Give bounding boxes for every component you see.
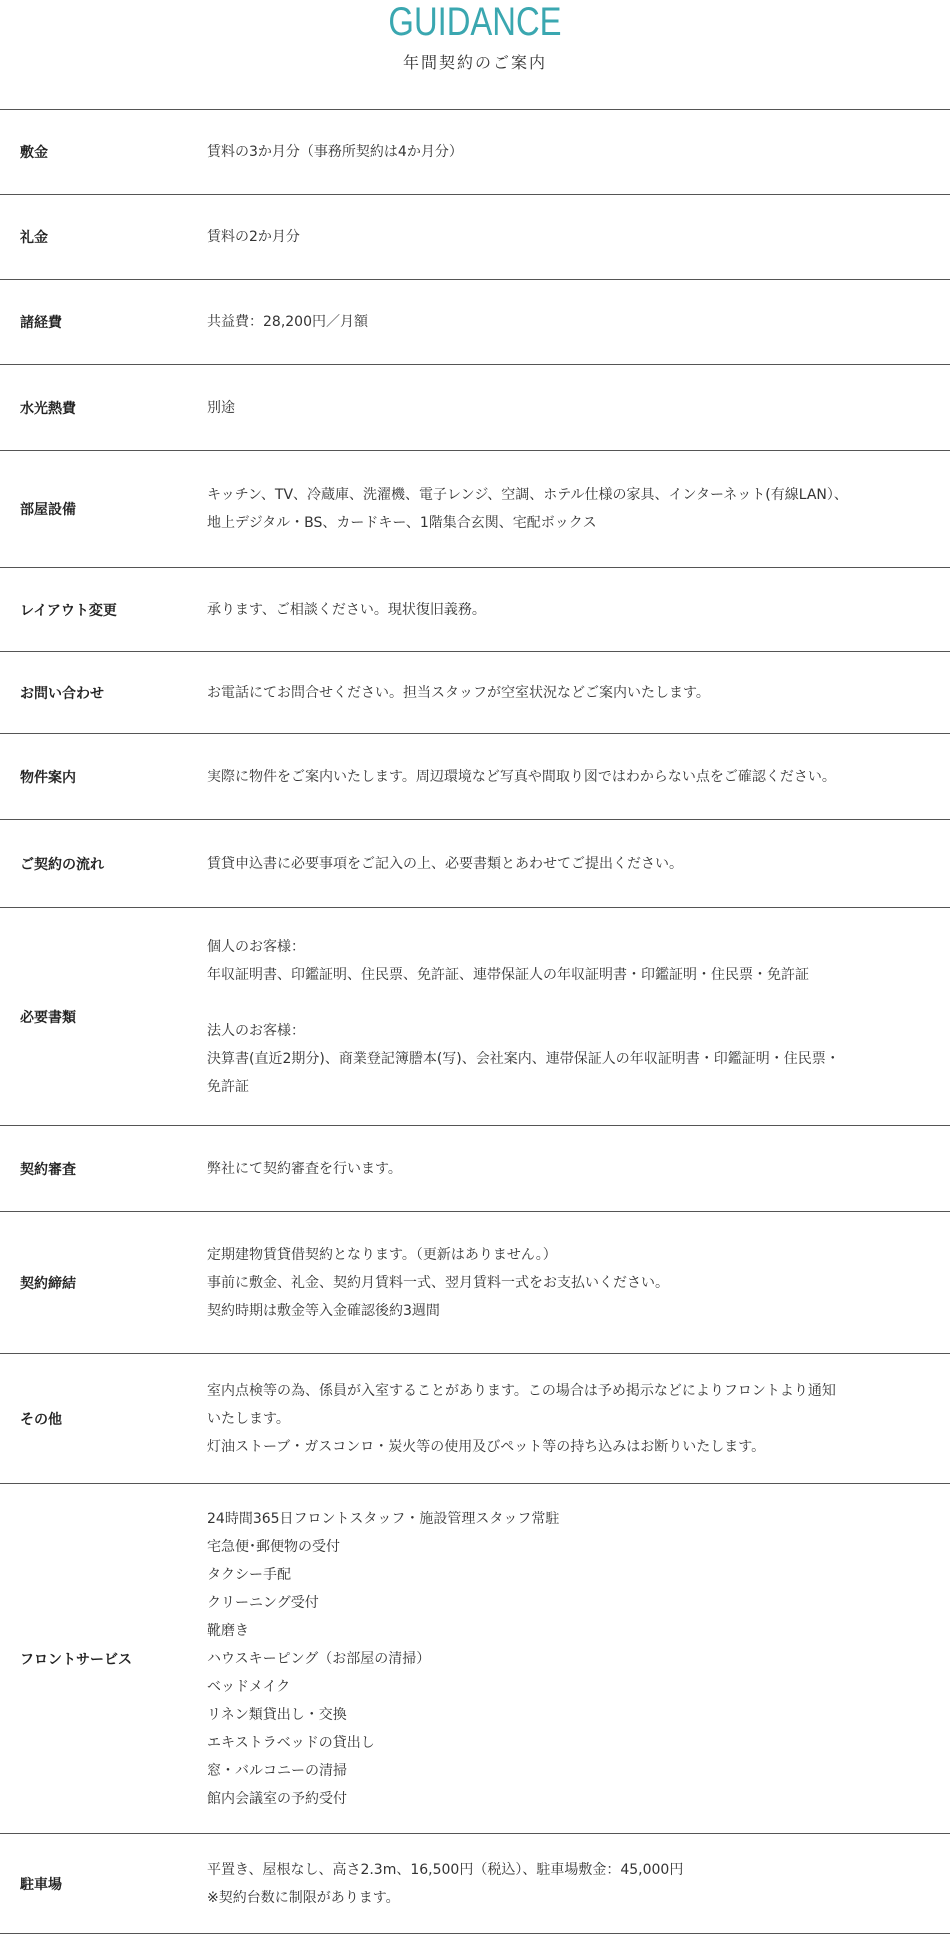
row-value-line: 賃料の2か月分 xyxy=(207,229,300,245)
row-value xyxy=(207,138,907,166)
row-value-line: ハウスキーピング（お部屋の清掃） xyxy=(207,1650,431,1667)
row-value-line: 地上デジタル・BS、カードキー、1階集合玄関、宅配ボックス xyxy=(207,515,597,531)
row-label: 契約締結 xyxy=(20,1275,76,1292)
row-value xyxy=(207,763,907,791)
table-row xyxy=(0,568,950,652)
row-value-line: クリーニング受付 xyxy=(207,1594,319,1611)
row-value-line: 実際に物件をご案内いたします。周辺環境など写真や間取り図ではわからない点をご確認ください。 xyxy=(207,768,836,785)
page-header xyxy=(0,0,950,109)
row-label: お問い合わせ xyxy=(20,685,104,702)
table-row xyxy=(0,110,950,195)
row-value-line: 定期建物賃貸借契約となります。（更新はありません。） xyxy=(207,1246,557,1263)
row-value-line: キッチン、TV、冷蔵庫、洗濯機、電子レンジ、空調、ホテル仕様の家具、インターネット(有線LAN）、 xyxy=(207,487,848,503)
table-row xyxy=(0,280,950,365)
row-value xyxy=(207,1377,907,1461)
row-label: その他 xyxy=(20,1411,62,1428)
row-value-line: ※契約台数に制限があります。 xyxy=(207,1889,400,1906)
table-row xyxy=(0,195,950,280)
row-value-line: いたします。 xyxy=(207,1410,290,1427)
row-label: 駐車場 xyxy=(20,1876,62,1893)
row-value-line: お電話にてお問合せください。担当スタッフが空室状況などご案内いたします。 xyxy=(207,684,710,701)
row-value-line: 賃貸申込書に必要事項をご記入の上、必要書類とあわせてご提出ください。 xyxy=(207,855,683,872)
row-value xyxy=(207,481,907,537)
table-row xyxy=(0,820,950,908)
row-value xyxy=(207,394,907,422)
table-row xyxy=(0,908,950,1126)
row-value xyxy=(207,1241,907,1325)
row-value xyxy=(207,1856,907,1912)
row-value-line: 平置き、屋根なし、高さ2.3m、16,500円（税込）、駐車場敷金：45,000円 xyxy=(207,1861,684,1878)
table-row xyxy=(0,1126,950,1212)
table-row xyxy=(0,451,950,568)
row-value xyxy=(207,933,907,1101)
row-label: レイアウト変更 xyxy=(20,602,117,619)
row-value-line: 個人のお客様： xyxy=(207,938,305,955)
row-label: 敷金 xyxy=(20,145,48,161)
row-label: 必要書類 xyxy=(20,1009,76,1026)
row-value-line: ベッドメイク xyxy=(207,1678,291,1695)
row-value-line: 室内点検等の為、係員が入室することがあります。この場合は予め掲示などによりフロントより通知 xyxy=(207,1382,836,1399)
row-value-line: 賃料の3か月分（事務所契約は4か月分） xyxy=(207,144,463,160)
row-value-line: 靴磨き xyxy=(207,1622,249,1639)
table-row xyxy=(0,652,950,734)
row-value-line: 弊社にて契約審査を行います。 xyxy=(207,1160,402,1177)
row-label: 契約審査 xyxy=(20,1161,76,1178)
row-label: 部屋設備 xyxy=(20,502,76,518)
row-label: 諸経費 xyxy=(20,315,62,331)
row-value-line: 宅急便･郵便物の受付 xyxy=(207,1538,340,1555)
row-value-line: タクシー手配 xyxy=(207,1566,291,1583)
row-value xyxy=(207,308,907,336)
table-row xyxy=(0,734,950,820)
table-row xyxy=(0,1484,950,1834)
row-value-line: 別途 xyxy=(207,399,235,416)
row-value xyxy=(207,850,907,878)
row-value xyxy=(207,1505,907,1813)
row-value-line: 事前に敷金、礼金、契約月賃料一式、翌月賃料一式をお支払いください。 xyxy=(207,1274,669,1291)
row-value-line: 24時間365日フロントスタッフ・施設管理スタッフ常駐 xyxy=(207,1510,560,1527)
guidance-logo: GUIDANCE xyxy=(388,0,562,44)
table-row xyxy=(0,1834,950,1934)
page-subtitle: 年間契約のご案内 xyxy=(402,53,547,72)
row-value xyxy=(207,1155,907,1183)
row-value-line: 免許証 xyxy=(207,1078,249,1095)
table-row xyxy=(0,1212,950,1354)
row-value xyxy=(207,223,907,251)
row-value-line: エキストラベッドの貸出し xyxy=(207,1734,375,1751)
row-value-line: 灯油ストーブ・ガスコンロ・炭火等の使用及びペット等の持ち込みはお断りいたします。 xyxy=(207,1438,766,1455)
table-row xyxy=(0,365,950,451)
row-label: ご契約の流れ xyxy=(20,856,104,873)
row-value-line: リネン類貸出し・交換 xyxy=(207,1706,347,1723)
row-value-line xyxy=(207,989,907,1017)
row-value-line: 決算書(直近2期分)、商業登記簿謄本(写)、会社案内、連帯保証人の年収証明書・印鑑証明・住民票・ xyxy=(207,1050,840,1067)
row-value xyxy=(207,679,907,707)
row-label: 礼金 xyxy=(20,230,48,246)
row-value-line: 法人のお客様： xyxy=(207,1022,305,1039)
row-value-line: 共益費：28,200円／月額 xyxy=(207,314,368,330)
row-value-line: 承ります、ご相談ください。現状復旧義務。 xyxy=(207,601,486,618)
row-label: 物件案内 xyxy=(20,769,76,786)
guidance-table xyxy=(0,109,950,1934)
row-value xyxy=(207,596,907,624)
row-value-line: 年収証明書、印鑑証明、住民票、免許証、連帯保証人の年収証明書・印鑑証明・住民票・免許証 xyxy=(207,966,809,983)
table-row xyxy=(0,1354,950,1484)
row-label: 水光熱費 xyxy=(20,400,76,417)
row-value-line: 窓・バルコニーの清掃 xyxy=(207,1762,347,1779)
row-value-line: 契約時期は敷金等入金確認後約3週間 xyxy=(207,1302,440,1319)
row-value-line: 館内会議室の予約受付 xyxy=(207,1790,347,1807)
row-label: フロントサービス xyxy=(20,1651,132,1668)
